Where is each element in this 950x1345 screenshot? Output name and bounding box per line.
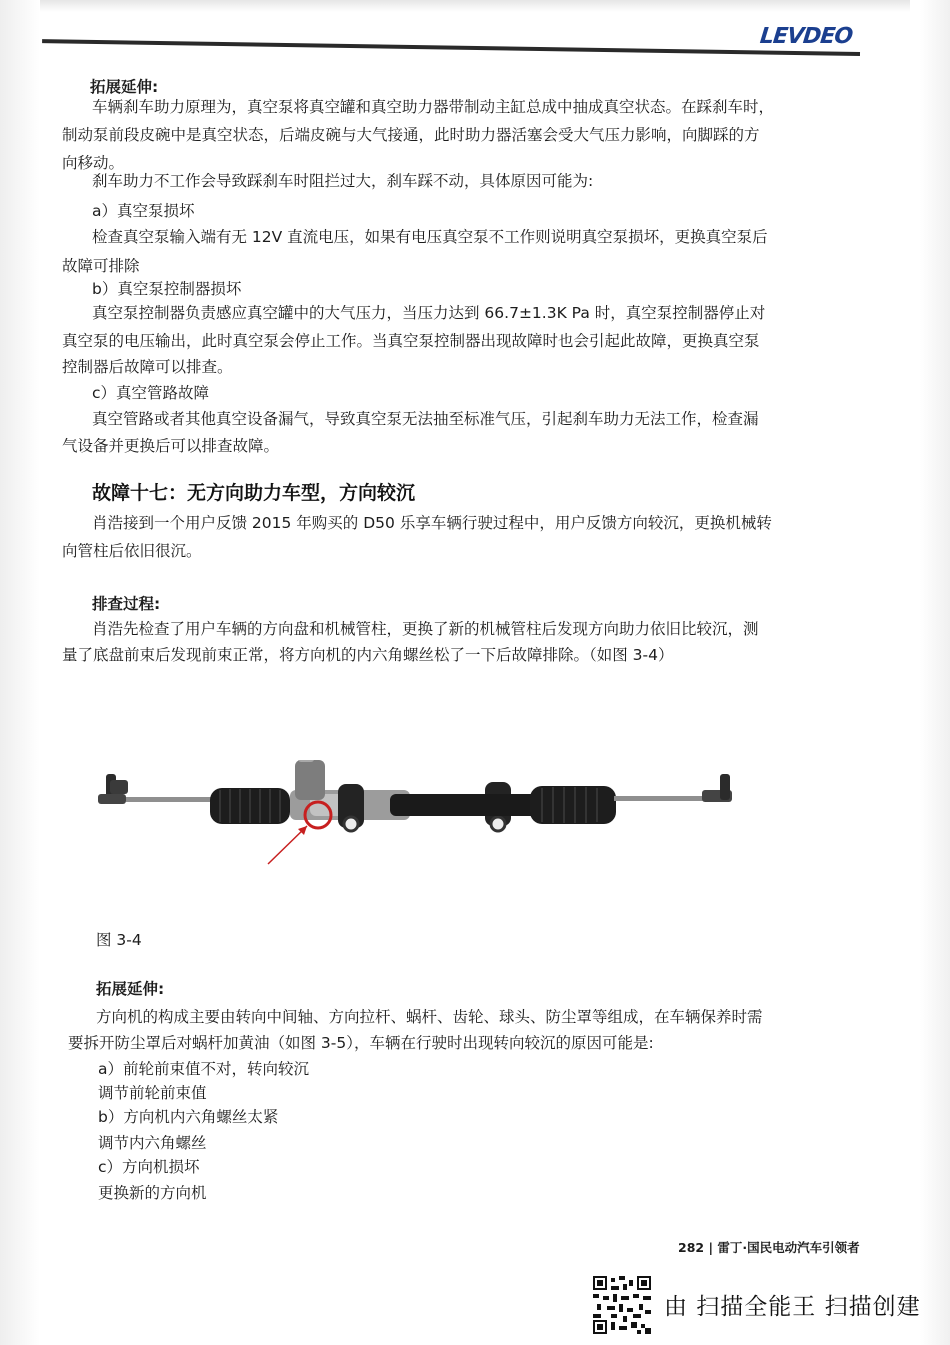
scanner-watermark: 由 扫描全能王 扫描创建 — [664, 1294, 921, 1320]
paragraph-line: 制动泵前段皮碗中是真空状态，后端皮碗与大气接通，此时助力器活塞会受大气压力影响，向脚踩的方 — [62, 126, 760, 144]
paragraph-line: 真空泵的电压输出，此时真空泵会停止工作。当真空泵控制器出现故障时也会引起此故障，更换真空泵 — [62, 332, 760, 350]
paragraph-line: 刹车助力不工作会导致踩刹车时阻拦过大，刹车踩不动，具体原因可能为: — [92, 172, 594, 190]
paragraph-line: 量了底盘前束后发现前束正常，将方向机的内六角螺丝松了一下后故障排除。（如图 3-4） — [62, 646, 674, 664]
paragraph-line: 气设备并更换后可以排查故障。 — [62, 437, 280, 455]
steering-rack-photo — [90, 760, 750, 880]
top-edge-strip — [40, 0, 910, 12]
paragraph-line: 控制器后故障可以排查。 — [62, 358, 233, 376]
qr-code-icon — [592, 1276, 652, 1334]
paragraph-line: 真空泵控制器负责感应真空罐中的大气压力，当压力达到 66.7±1.3K Pa 时，真空泵控制器停止对 — [92, 304, 766, 322]
page-number: 282 — [678, 1240, 705, 1255]
fault17-title: 故障十七：无方向助力车型，方向较沉 — [92, 482, 416, 504]
paragraph-line: 故障可排除 — [62, 257, 140, 275]
paragraph-line: 方向机的构成主要由转向中间轴、方向拉杆、蜗杆、齿轮、球头、防尘罩等组成，在车辆保养时需 — [96, 1008, 763, 1026]
paragraph-line: 向移动。 — [62, 154, 125, 172]
footer-divider: | — [704, 1240, 718, 1255]
paragraph-line: 真空管路或者其他真空设备漏气，导致真空泵无法抽至标准气压，引起刹车助力无法工作，检查漏 — [92, 410, 759, 428]
list-item: a）前轮前束值不对，转向较沉 — [98, 1060, 309, 1078]
list-item: c）真空管路故障 — [92, 384, 210, 402]
paragraph-line: 向管柱后依旧很沉。 — [62, 542, 202, 560]
list-item: b）方向机内六角螺丝太紧 — [98, 1108, 279, 1126]
paragraph-line: 调节内六角螺丝 — [98, 1134, 207, 1152]
paragraph-line: 肖浩先检查了用户车辆的方向盘和机械管柱，更换了新的机械管柱后发现方向助力依旧比较沉，测 — [92, 620, 759, 638]
list-item: a）真空泵损坏 — [92, 202, 195, 220]
paragraph-line: 检查真空泵输入端有无 12V 直流电压，如果有电压真空泵不工作则说明真空泵损坏，更换真空泵后 — [92, 228, 768, 246]
brand-logo: LEVDEO — [758, 24, 854, 49]
paragraph-line: 更换新的方向机 — [98, 1184, 207, 1202]
paragraph-line: 调节前轮前束值 — [98, 1084, 207, 1102]
section1-heading: 拓展延伸: — [90, 78, 159, 96]
process-heading: 排查过程: — [92, 595, 161, 613]
paragraph-line: 肖浩接到一个用户反馈 2015 年购买的 D50 乐享车辆行驶过程中，用户反馈方向较沉，更换机械转 — [92, 514, 772, 532]
footer-tagline: 雷丁·国民电动汽车引领者 — [717, 1240, 860, 1255]
section2-heading: 拓展延伸: — [96, 980, 165, 998]
paragraph-line: 要拆开防尘罩后对蜗杆加黄油（如图 3-5），车辆在行驶时出现转向较沉的原因可能是: — [68, 1034, 654, 1052]
paragraph-line: 车辆刹车助力原理为，真空泵将真空罐和真空助力器带制动主缸总成中抽成真空状态。在踩刹车时， — [92, 98, 775, 116]
page-footer — [678, 1238, 860, 1256]
list-item: c）方向机损坏 — [98, 1158, 200, 1176]
figure-caption: 图 3-4 — [96, 931, 142, 949]
list-item: b）真空泵控制器损坏 — [92, 280, 242, 298]
